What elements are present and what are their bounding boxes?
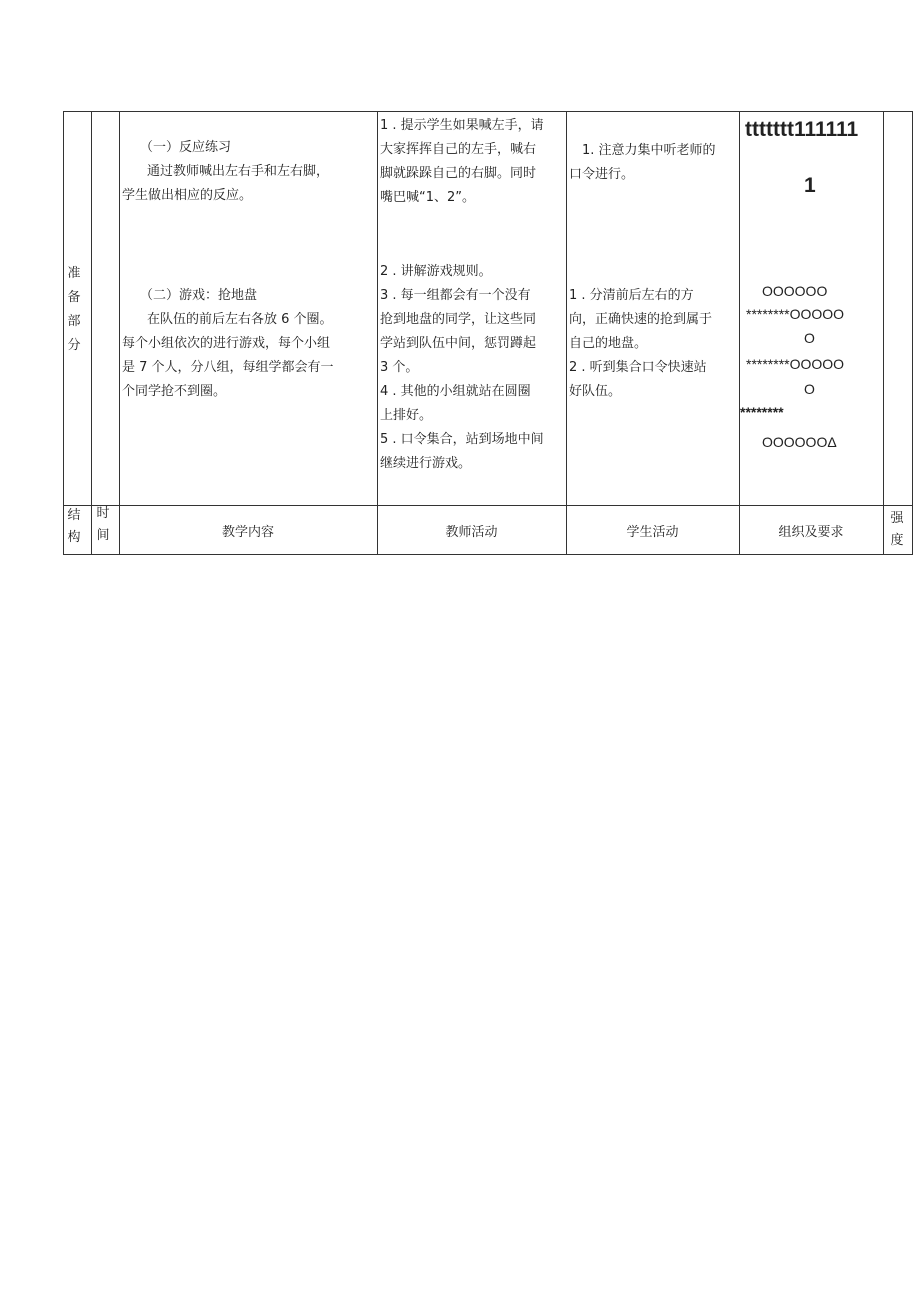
content-part2-line: 每个小组依次的进行游戏，每个小组 [122, 336, 331, 351]
formation2-row: OOOOOOΔ [762, 434, 837, 450]
student-line: 口令进行。 [569, 167, 635, 182]
student-line: 向，正确快速的抢到属于 [569, 312, 713, 327]
teacher-line: 3 个。 [380, 360, 419, 375]
student-line: 2 . 听到集合口令快速站 [569, 360, 707, 375]
teacher-line: 3 . 每一组都会有一个没有 [380, 288, 531, 303]
cell-time [91, 111, 119, 505]
student-line: 自己的地盘。 [569, 336, 648, 351]
header-organization: 组织及要求 [778, 525, 844, 540]
student-line: 1. 注意力集中听老师的 [582, 143, 716, 158]
header-content: 教学内容 [221, 525, 274, 540]
formation2-row: O [804, 330, 815, 346]
content-part2-title: （二）游戏：抢地盘 [140, 288, 258, 303]
teacher-line: 学站到队伍中间，惩罚蹲起 [380, 336, 537, 351]
header-teacher: 教师活动 [445, 525, 498, 540]
teacher-line: 继续进行游戏。 [380, 456, 472, 471]
formation2-row: ******** [740, 404, 784, 420]
teacher-line: 脚就跺跺自己的右脚。同时 [380, 166, 537, 181]
teacher-line: 抢到地盘的同学，让这些同 [380, 312, 537, 327]
cell-intensity [883, 111, 913, 505]
formation2-row: O [804, 381, 815, 397]
teacher-line: 5 . 口令集合，站到场地中间 [380, 432, 544, 447]
header-structure: 结 构 [67, 508, 81, 545]
formation2-row: ********OOOOO [746, 306, 845, 322]
content-part2-line: 是 7 个人，分八组，每组学都会有一 [122, 360, 334, 375]
content-part2-line: 个同学抢不到圈。 [122, 384, 227, 399]
header-intensity: 强 度 [890, 511, 904, 548]
student-line: 好队伍。 [569, 384, 622, 399]
content-part1-title: （一）反应练习 [140, 140, 232, 155]
header-student: 学生活动 [626, 525, 679, 540]
content-part1-line: 学生做出相应的反应。 [122, 188, 253, 203]
formation2-row: ********OOOOO [746, 356, 845, 372]
teacher-line: 嘴巴喊“1、2”。 [380, 190, 476, 205]
teacher-line: 1 . 提示学生如果喊左手，请 [380, 118, 544, 133]
content-part1-line: 通过教师喊出左右手和左右脚， [147, 164, 330, 179]
student-line: 1 . 分清前后左右的方 [569, 288, 694, 303]
formation1-line: ttttttt111111 [745, 118, 859, 141]
teacher-line: 大家挥挥自己的左手，喊右 [380, 142, 537, 157]
header-time: 时 间 [96, 506, 110, 543]
teacher-line: 4 . 其他的小组就站在圆圈 [380, 384, 531, 399]
content-part2-line: 在队伍的前后左右各放 6 个圈。 [147, 312, 333, 327]
formation1-line: 1 [804, 174, 816, 197]
formation2-row: OOOOOO [762, 283, 828, 299]
teacher-line: 2 . 讲解游戏规则。 [380, 264, 492, 279]
section-label: 准 备 部 分 [67, 266, 81, 353]
teacher-line: 上排好。 [380, 408, 433, 423]
